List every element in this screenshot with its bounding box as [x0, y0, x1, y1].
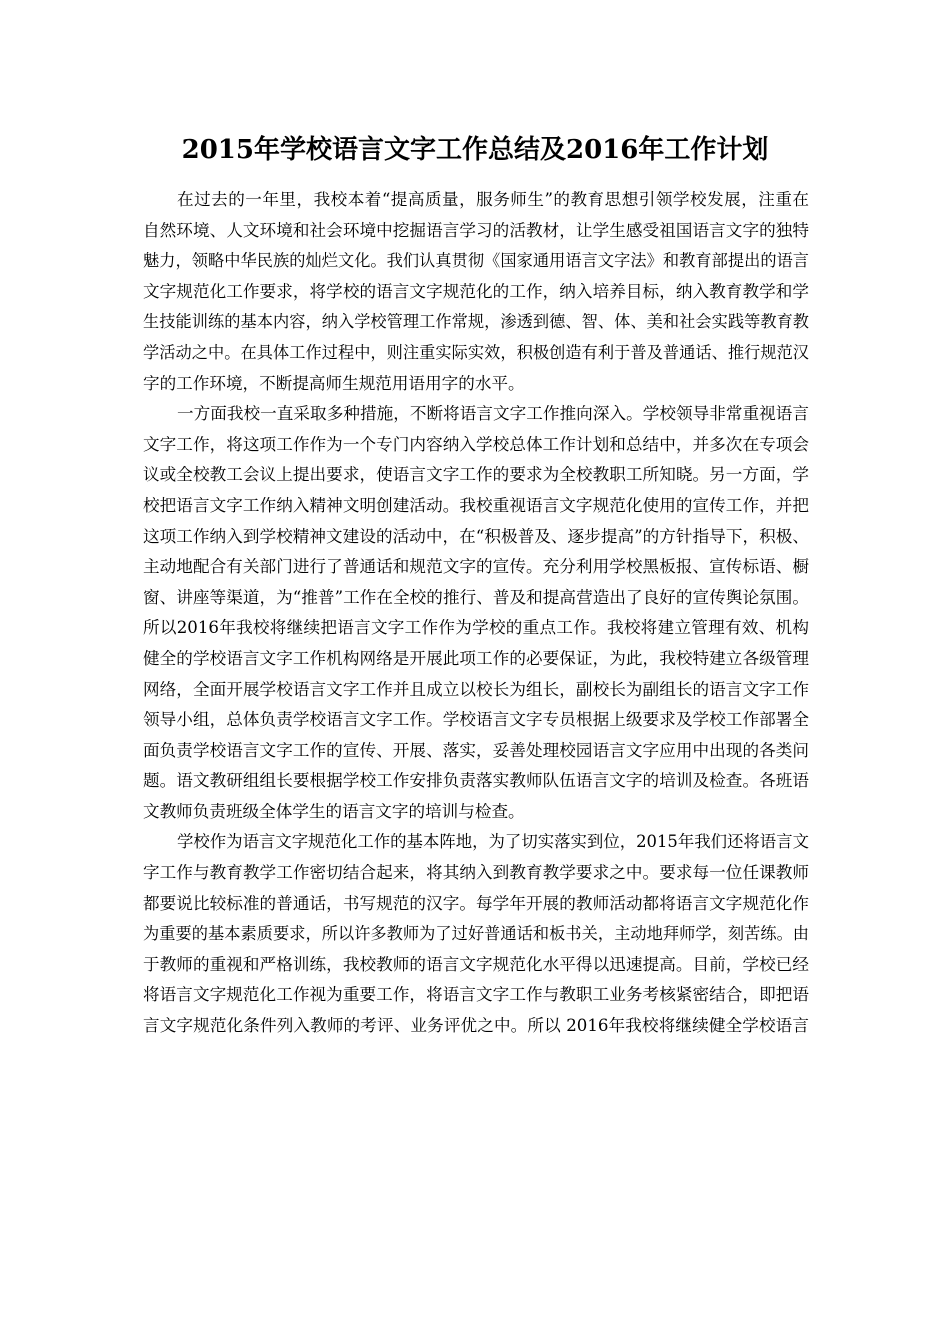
paragraph-1-line: 魅力，领略中华民族的灿烂文化。我们认真贯彻《国家通用语言文字法》和教育部提出的语言 [143, 251, 809, 271]
paragraph-2-line: 文教师负责班级全体学生的语言文字的培训与检查。 [143, 801, 525, 821]
paragraph-2-line: 网络，全面开展学校语言文字工作并且成立以校长为组长，副校长为副组长的语言文字工作 [143, 679, 809, 699]
paragraph-3-line: 将语言文字规范化工作视为重要工作，将语言文字工作与教职工业务考核紧密结合，即把语 [143, 985, 809, 1005]
paragraph-3-line: 都要说比较标准的普通话，书写规范的汉字。每学年开展的教师活动都将语言文字规范化作 [143, 893, 809, 913]
paragraph-3-line: 言文字规范化条件列入教师的考评、业务评优之中。所以 2016年我校将继续健全学校语言 [143, 1016, 809, 1036]
paragraph-2-line: 所以2016年我校将继续把语言文字工作作为学校的重点工作。我校将建立管理有效、机构 [143, 618, 809, 638]
paragraph-3-line: 于教师的重视和严格训练，我校教师的语言文字规范化水平得以迅速提高。目前，学校已经 [143, 954, 809, 974]
paragraph-1-line: 在过去的一年里，我校本着“提高质量，服务师生”的教育思想引领学校发展，注重在 [177, 190, 809, 209]
paragraph-2-line: 一方面我校一直采取多种措施，不断将语言文字工作推向深入。学校领导非常重视语言 [177, 404, 809, 424]
paragraph-3-line: 字工作与教育教学工作密切结合起来，将其纳入到教育教学要求之中。要求每一位任课教师 [143, 863, 809, 883]
paragraph-1-line: 文字规范化工作要求，将学校的语言文字规范化的工作，纳入培养目标，纳入教育教学和学 [143, 281, 809, 301]
document-body [143, 185, 809, 1042]
paragraph-1-line: 学活动之中。在具体工作过程中，则注重实际实效，积极创造有利于普及普通话、推行规范汉 [143, 342, 809, 362]
paragraph-3-line: 为重要的基本素质要求，所以许多教师为了过好普通话和板书关，主动地拜师学，刻苦练。由 [143, 924, 809, 944]
document-title: 2015年学校语言文字工作总结及2016年工作计划 [181, 135, 769, 165]
paragraph-3-line: 学校作为语言文字规范化工作的基本阵地，为了切实落实到位，2015年我们还将语言文 [177, 832, 809, 852]
paragraph-2-line: 校把语言文字工作纳入精神文明创建活动。我校重视语言文字规范化使用的宣传工作，并把 [143, 495, 809, 515]
paragraph-2-line: 文字工作，将这项工作作为一个专门内容纳入学校总体工作计划和总结中，并多次在专项会 [143, 434, 809, 454]
paragraph-1-line: 生技能训练的基本内容，纳入学校管理工作常规，渗透到德、智、体、美和社会实践等教育教 [143, 312, 809, 332]
paragraph-2-line: 议或全校教工会议上提出要求，使语言文字工作的要求为全校教职工所知晓。另一方面，学 [143, 465, 809, 485]
paragraph-1-line: 自然环境、人文环境和社会环境中挖掘语言学习的活教材，让学生感受祖国语言文字的独特 [143, 220, 809, 240]
paragraph-1-line: 字的工作环境，不断提高师生规范用语用字的水平。 [143, 373, 525, 393]
paragraph-2-line: 健全的学校语言文字工作机构网络是开展此项工作的必要保证，为此，我校特建立各级管理 [143, 648, 809, 668]
paragraph-2-line: 窗、讲座等渠道，为“推普”工作在全校的推行、普及和提高营造出了良好的宣传舆论氛围。 [143, 587, 809, 607]
paragraph-2-line: 面负责学校语言文字工作的宣传、开展、落实，妥善处理校园语言文字应用中出现的各类问 [143, 740, 809, 760]
paragraph-2-line: 主动地配合有关部门进行了普通话和规范文字的宣传。充分利用学校黑板报、宣传标语、橱 [143, 557, 809, 577]
paragraph-2-line: 这项工作纳入到学校精神文建设的活动中，在“积极普及、逐步提高”的方针指导下，积极、 [143, 526, 809, 546]
paragraph-2-line: 领导小组，总体负责学校语言文字工作。学校语言文字专员根据上级要求及学校工作部署全 [143, 710, 809, 730]
paragraph-2-line: 题。语文教研组组长要根据学校工作安排负责落实教师队伍语言文字的培训及检查。各班语 [143, 771, 809, 791]
